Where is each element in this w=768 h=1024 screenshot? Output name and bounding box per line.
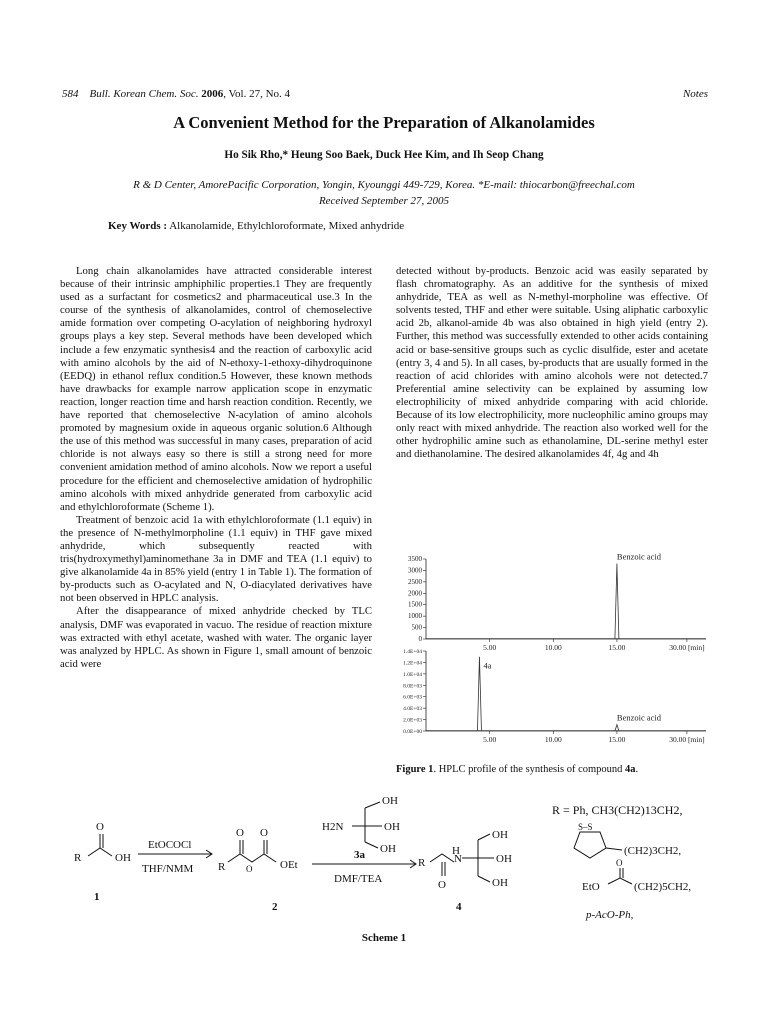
atom-o: O xyxy=(96,821,104,833)
caption-text: . HPLC profile of the synthesis of compound xyxy=(433,764,626,775)
paragraph: After the disappearance of mixed anhydride checked by TLC analysis, DMF was evaporated in vacuo. The residue of reaction mixture was extracted with ethyl acetate, washed with water. The organic layer was analyzed by HPLC. As shown in Figure 1, small amount of benzoic acid were xyxy=(60,605,372,670)
atom-o: O xyxy=(616,858,623,868)
body-column-right xyxy=(396,265,708,461)
y-tick-label: 2000 xyxy=(408,589,422,598)
y-tick-label: 8.0E+03 xyxy=(403,683,422,690)
section-name: Notes xyxy=(682,88,708,100)
paragraph: Treatment of benzoic acid 1a with ethylchloroformate (1.1 equiv) in the presence of N-methylmorpholine (1.1 equiv) in THF gave mixed anhydride, which subsequently reacted with tris(hydroxymethyl)aminomethane 3a in DMF and TEA (1.1 equiv) to give alkanolamide 4a in 85% yield (entry 1 in Table 1). The formation of by-products such as O-acylated and N, O-diacylated derivatives have not been observed in HPLC analysis. xyxy=(60,513,372,605)
y-tick-label: 2.0E+03 xyxy=(403,717,422,724)
y-tick-label: 2500 xyxy=(408,577,422,586)
atom-o: O xyxy=(260,827,268,839)
atom-oh: OH xyxy=(380,843,396,855)
reagent-2-top: 3a xyxy=(354,849,365,861)
atom-o: O xyxy=(438,879,446,891)
running-header xyxy=(62,88,708,100)
affiliation-block xyxy=(0,177,768,209)
y-tick-label: 1.0E+04 xyxy=(403,671,422,678)
bond xyxy=(365,842,378,848)
scheme-label: Scheme 1 xyxy=(361,932,407,944)
atom-r: R xyxy=(418,857,426,869)
y-tick-label: 6.0E+03 xyxy=(403,694,422,701)
y-tick-label: 1.4E+04 xyxy=(403,649,422,655)
atom-h: H xyxy=(452,845,460,857)
r-group-list: R = Ph, CH3(CH2)13CH2, xyxy=(552,803,683,817)
affiliation: R & D Center, AmorePacific Corporation, Yongin, Kyounggi 449-729, Korea. *E-mail: thiocarbon@freechal.com xyxy=(133,179,635,191)
x-tick-label: 5.00 xyxy=(483,643,497,652)
body-column-left xyxy=(60,265,372,671)
page-number: 584 xyxy=(62,88,79,100)
y-tick-label: 1000 xyxy=(408,612,422,621)
caption-end: . xyxy=(635,764,639,775)
keywords-label: Key Words : xyxy=(108,220,168,232)
hplc-chart-top xyxy=(408,553,706,652)
atom-h2n: H2N xyxy=(322,821,344,833)
series-peak xyxy=(477,657,481,731)
y-tick-label: 3000 xyxy=(408,566,422,575)
authors: Ho Sik Rho,* Heung Soo Baek, Duck Hee Kim, and Ih Seop Chang xyxy=(224,149,544,161)
y-tick-label: 1.2E+04 xyxy=(403,660,422,667)
paper-title: A Convenient Method for the Preparation of Alkanolamides xyxy=(173,113,595,132)
atom-oh: OH xyxy=(492,829,508,841)
atom-o: O xyxy=(236,827,244,839)
paragraph: detected without by-products. Benzoic acid was easily separated by flash chromatography. As an additive for the synthesis of mixed anhydride, TEA as well as N-methyl-morpholine was effective. Of solvents tested, THF and ether were suitable. Using aliphatic carboxylic acid 2b, alkanol-amide 4b was also obtained in high yield (entry 2). Further, this method was successfully extended to other acids containing acid or base-sensitive groups such as cyclic disulfide, ester and acetate (entry 3, 4 and 5). In all cases, by-products that are usually formed in the reaction of acid chlorides with amino alcohols were not detected.7 Preferential amine selectivity can be explained by assuming low electrophilicity of mixed anhydride comparing with acid chloride. Because of its low electrophilicity, more nucleophilic amino groups may only react with mixed anhydride. The reaction also worked well for the other hydrophilic amine such as ethanolamine, DL-serine methyl ester and diethanolamine. The desired alkanolamides 4f, 4g and 4h xyxy=(396,265,708,461)
reaction-scheme xyxy=(60,796,710,946)
atom-r: R xyxy=(74,852,82,864)
header-left xyxy=(62,88,290,100)
atom-n: N xyxy=(454,853,462,865)
atom-eto: EtO xyxy=(582,881,600,893)
y-tick-label: 500 xyxy=(411,623,422,632)
r-group-4: p-AcO-Ph, xyxy=(586,909,634,921)
atom-oh: OH xyxy=(492,877,508,889)
y-tick-label: 0 xyxy=(418,635,422,643)
peak-label: Benzoic acid xyxy=(616,712,662,723)
caption-label: Figure 1 xyxy=(396,764,434,775)
journal-name: Bull. Korean Chem. Soc. xyxy=(89,88,199,100)
x-tick-label: 15.00 xyxy=(608,643,626,652)
caption-compound: 4a xyxy=(625,764,636,775)
atom-oet: OEt xyxy=(280,859,298,871)
bond xyxy=(365,802,380,808)
y-tick-label: 3500 xyxy=(408,555,422,563)
x-tick-label: 30.00 [min] xyxy=(669,735,705,744)
peak-label: Benzoic acid xyxy=(616,553,662,562)
r-group-3: (CH2)5CH2, xyxy=(634,881,692,893)
keywords xyxy=(108,220,404,232)
series-peak xyxy=(615,564,619,639)
bond xyxy=(478,876,490,882)
x-tick-label: 30.00 [min] xyxy=(669,643,705,652)
atom-r: R xyxy=(218,861,226,873)
atom-s: S–S xyxy=(578,822,593,832)
x-tick-label: 15.00 xyxy=(608,735,626,744)
keywords-text: Alkanolamide, Ethylchloroformate, Mixed anhydride xyxy=(169,220,405,232)
paragraph: Long chain alkanolamides have attracted considerable interest because of their intrinsic amphiphilic properties.1 They are frequently used as a surfactant for cosmetics2 and pharmaceutical use.3 In the course of the synthesis of alkanolamides, control of chemoselective amide formation over competing O-acylation of neighboring hydroxyl groups plays a key step. Several methods have been developed which include a few enzymatic synthesis4 and the reaction of carboxylic acid with amino alcohols by the aid of N-ethoxy-1-ethoxy-dihydroquinone (EEDQ) in ethanol reflux condition.5 However, these known methods have drawbacks for example narrow application scope in enzymatic reaction, longer reaction time and harsh reaction condition. Recently, we have reported that chemoselective N-acylation of amino alcohols promoted by magnesium oxide in aqueous organic solution.6 Although the use of this method was successful in many cases, preparation of acid chloride is not always easy so there is still a strong need for more convenient amidation method of amino alcohols. Now we report a useful procedure for the efficient and chemoselective amidation of hydrophilic amino alcohols with mixed anhydride generated from carboxylic acid and ethylchloroformate (Scheme 1). xyxy=(60,265,372,513)
reagent-1-top: EtOCOCl xyxy=(148,839,192,851)
compound-4-label: 4 xyxy=(456,901,462,913)
r-group-2: (CH2)3CH2, xyxy=(624,845,682,857)
hplc-figure xyxy=(396,553,708,753)
figure-caption xyxy=(396,764,638,775)
x-tick-label: 10.00 xyxy=(544,735,562,744)
scheme-diagram xyxy=(60,796,710,946)
received-date: Received September 27, 2005 xyxy=(318,195,450,207)
bond xyxy=(228,854,276,862)
series-peak xyxy=(615,725,619,731)
x-tick-label: 5.00 xyxy=(483,735,497,744)
atom-oh: OH xyxy=(382,796,398,807)
reagent-2-bottom: DMF/TEA xyxy=(334,873,383,885)
atom-oh: OH xyxy=(496,853,512,865)
bond xyxy=(88,848,112,856)
hplc-chart-bottom xyxy=(403,649,706,744)
bond xyxy=(608,878,632,884)
atom-o: O xyxy=(246,864,253,874)
reagent-1-bottom: THF/NMM xyxy=(142,863,194,875)
compound-1-label: 1 xyxy=(94,891,100,903)
hplc-chart xyxy=(396,553,708,753)
atom-oh: OH xyxy=(115,852,131,864)
journal-volume: , Vol. 27, No. 4 xyxy=(223,88,291,100)
y-tick-label: 0.0E+00 xyxy=(403,729,422,735)
bond xyxy=(606,848,622,850)
journal-year: 2006 xyxy=(201,88,224,100)
y-tick-label: 4.0E+03 xyxy=(403,706,422,713)
y-tick-label: 1500 xyxy=(408,600,422,609)
atom-oh: OH xyxy=(384,821,400,833)
bond xyxy=(478,834,490,840)
compound-2-label: 2 xyxy=(272,901,278,913)
peak-label: 4a xyxy=(483,660,492,671)
dithiolane-ring xyxy=(574,832,606,858)
x-tick-label: 10.00 xyxy=(544,643,562,652)
bond xyxy=(430,854,454,862)
